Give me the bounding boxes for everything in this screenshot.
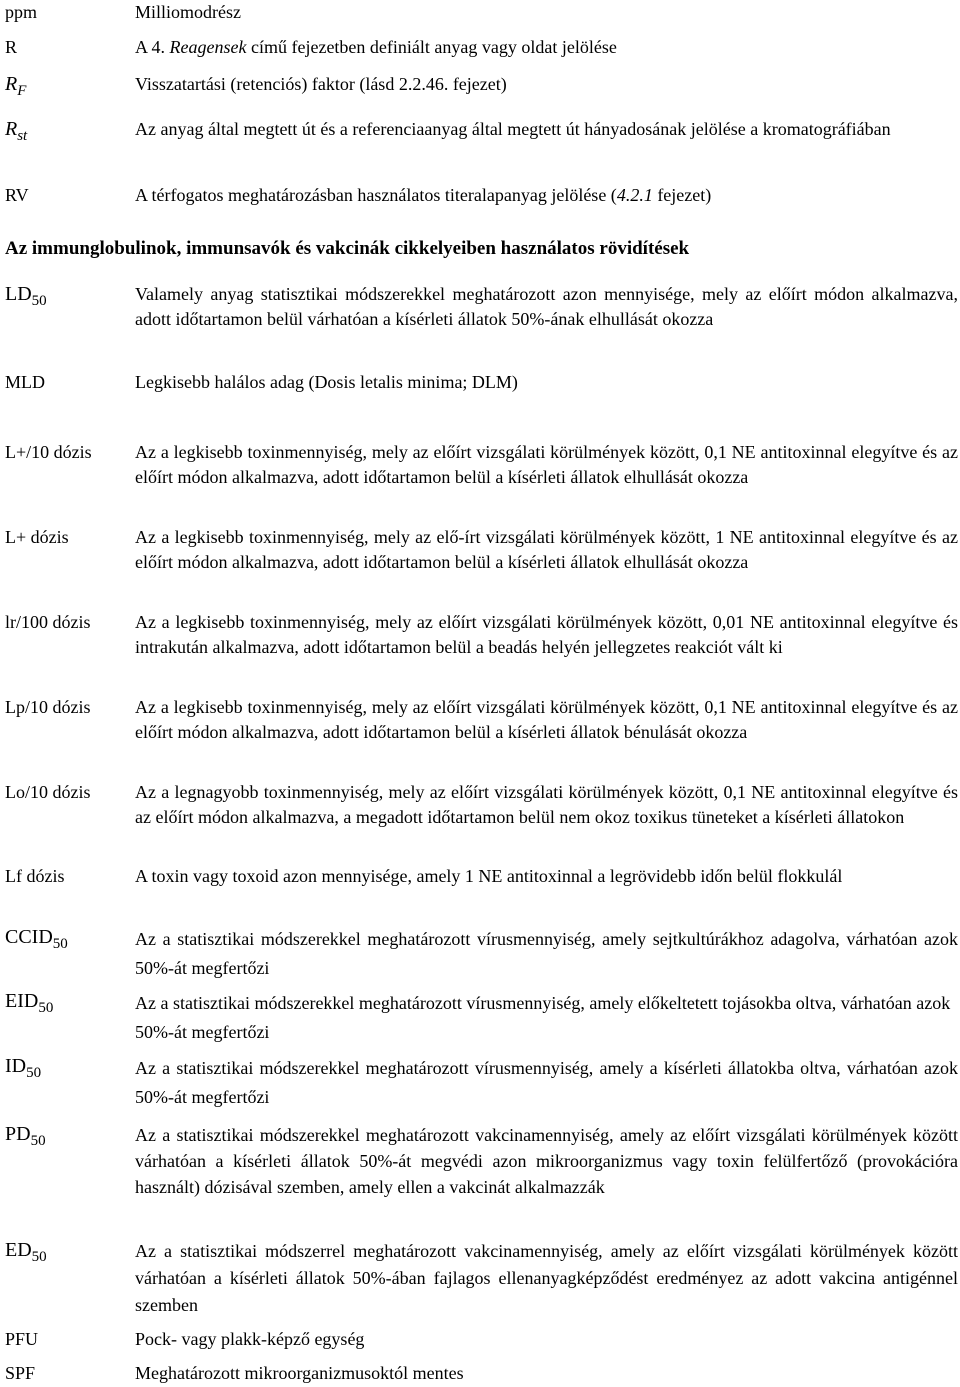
term: MLD [5, 372, 45, 392]
term: L+/10 dózis [5, 442, 92, 462]
definition: Az a legkisebb toxinmennyiség, mely az elő-írt vizsgálati körülmények között, 1 NE antitoxinnal elegyítve és az előírt módon alkalmazva, adott időtartamon belül a kísérleti állatok elhullását okozza [135, 527, 958, 572]
definition: Az a statisztikai módszerrel meghatározott vakcinamennyiség, amely az előírt vizsgálati körülmények között várhatóan a kísérleti állatok 50%-ában fajlagos ellenanyagképződést eredményez az adott vakcina antigénnel szemben [135, 1241, 958, 1315]
definition: A toxin vagy toxoid azon mennyisége, amely 1 NE antitoxinnal a legrövidebb időn belül flokkulál [135, 866, 843, 886]
term: Lp/10 dózis [5, 697, 91, 717]
term: $R_F$ [5, 73, 27, 99]
definition: Az anyag által megtett út és a referenciaanyag által megtett út hányadosának jelölése a kromatográfiában [135, 119, 891, 139]
term: $LD_{50}$ [5, 283, 47, 309]
definition: Visszatartási (retenciós) faktor (lásd 2.2.46. fejezet) [135, 74, 507, 94]
definition: Az a legkisebb toxinmennyiség, mely az előírt vizsgálati körülmények között, 0,01 NE antitoxinnal elegyítve és intrakután alkalmazva, adott időtartamon belül a beadás helyén jellegzetes reakciót vált ki [135, 612, 958, 657]
definition: Meghatározott mikroorganizmusoktól mentes [135, 1363, 464, 1383]
term: $ID_{50}$ [5, 1055, 42, 1081]
definition: Valamely anyag statisztikai módszerekkel meghatározott azon mennyisége, mely az előírt módon alkalmazva, adott időtartamon belül várhatóan a kísérleti állatok 50%-ának elhullását okozza [135, 284, 958, 329]
definition: Legkisebb halálos adag (Dosis letalis minima; DLM) [135, 372, 518, 392]
definition: Az a legkisebb toxinmennyiség, mely az előírt vizsgálati körülmények között, 0,1 NE antitoxinnal elegyítve és az előírt módon alkalmazva, adott időtartamon belül a kísérleti állatok elhullását okozza [135, 442, 958, 487]
term: lr/100 dózis [5, 612, 91, 632]
definition: Az a legkisebb toxinmennyiség, mely az előírt vizsgálati körülmények között, 0,1 NE antitoxinnal elegyítve és az előírt módon alkalmazva, adott időtartamon belül a kísérleti állatok bénulását okozza [135, 697, 958, 742]
definition: Az a legnagyobb toxinmennyiség, mely az előírt vizsgálati körülmények között, 0,1 NE antitoxinnal elegyítve és az előírt módon alkalmazva, a megadott időtartamon belül nem okoz toxikus tüneteket a kísérleti állatokon [135, 782, 958, 827]
term: R [5, 37, 18, 57]
definition: Az a statisztikai módszerekkel meghatározott vírusmennyiség, amely előkeltetett tojásokba oltva, várhatóan azok 50%-át megfertőzi [135, 993, 951, 1042]
definition: A 4. Reagensek című fejezetben definiált anyag vagy oldat jelölése [135, 37, 617, 57]
term: $EID_{50}$ [5, 990, 54, 1016]
term: ppm [5, 2, 38, 22]
definition: Milliomodrész [135, 2, 241, 22]
term: PFU [5, 1329, 39, 1349]
term: Lf dózis [5, 866, 65, 886]
term: $ED_{50}$ [5, 1239, 47, 1265]
definition: Az a statisztikai módszerekkel meghatározott vírusmennyiség, amely sejtkultúrákhoz adagolva, várhatóan azok 50%-át megfertőzi [135, 929, 958, 978]
definition: A térfogatos meghatározásban használatos titeralapanyag jelölése (4.2.1 fejezet) [135, 185, 712, 205]
term: $CCID_{50}$ [5, 926, 68, 952]
section-heading: Az immunglobulinok, immunsavók és vakcinák cikkelyeiben használatos rövidítések [5, 238, 690, 259]
term: Lo/10 dózis [5, 782, 91, 802]
term: $R_{st}$ [5, 118, 28, 144]
term: SPF [5, 1363, 36, 1383]
definition: Pock- vagy plakk-képző egység [135, 1329, 365, 1349]
term: RV [5, 185, 29, 205]
term: $PD_{50}$ [5, 1123, 46, 1149]
definition: Az a statisztikai módszerekkel meghatározott vakcinamennyiség, amely az előírt vizsgálati körülmények között várhatóan a kísérleti állatok 50%-át megvédi azon mikroorganizmus vagy toxin felülfertőző (provokációra használt) dózisával szemben, amely ellen a vakcinát alkalmazzák [135, 1125, 958, 1197]
definition: Az a statisztikai módszerekkel meghatározott vírusmennyiség, amely a kísérleti állatokba oltva, várhatóan azok 50%-át megfertőzi [135, 1058, 958, 1107]
term: L+ dózis [5, 527, 69, 547]
